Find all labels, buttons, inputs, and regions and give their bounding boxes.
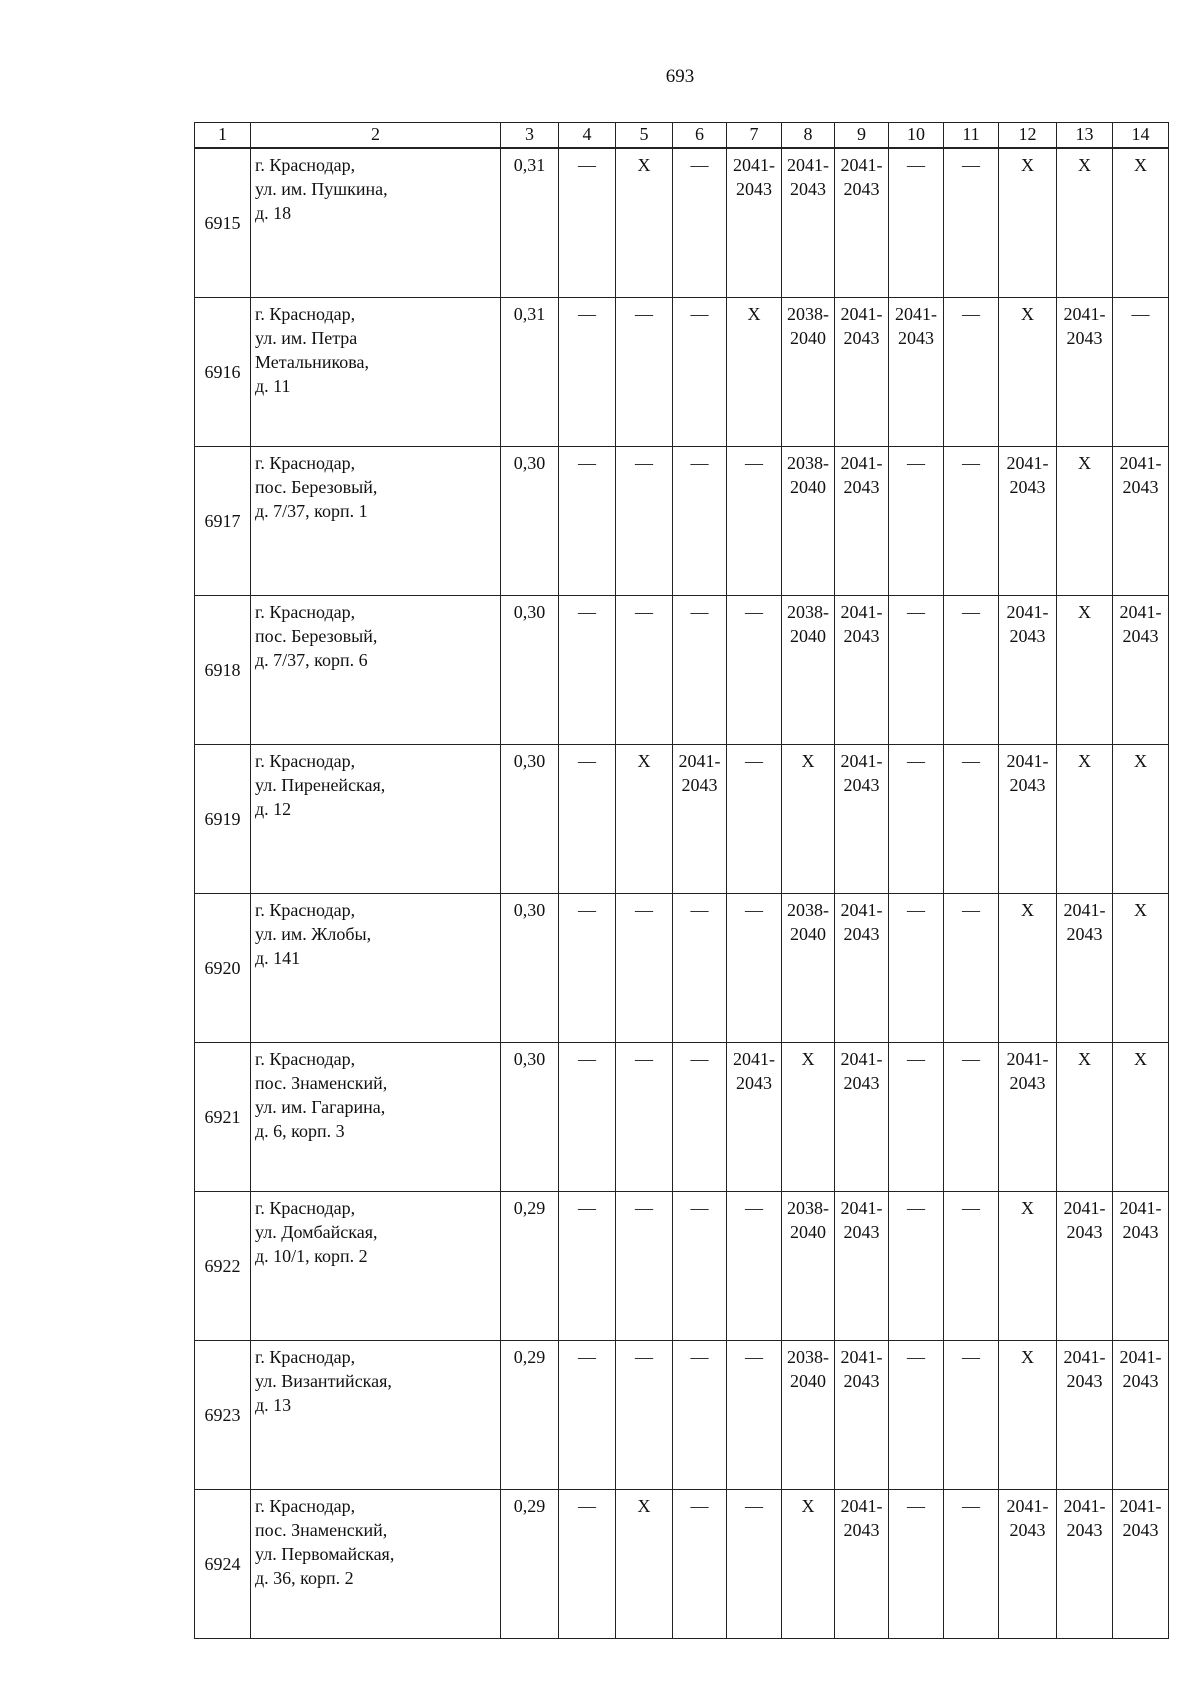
value-cell-col-10 xyxy=(889,745,944,894)
value-cell-col-9 xyxy=(835,745,889,894)
value-cell-col-11 xyxy=(944,894,999,1043)
value-cell-col-5 xyxy=(616,894,673,1043)
value-text: — xyxy=(578,602,596,622)
value-text: — xyxy=(690,1049,709,1069)
value-cell-col-9 xyxy=(835,1490,889,1639)
value-text: 2041- 2043 xyxy=(840,900,883,944)
value-text: — xyxy=(907,751,925,771)
address-text: г. Краснодар, пос. Знаменский, ул. им. Гагарина, д. 6, корп. 3 xyxy=(255,1049,388,1141)
value-cell-col-14 xyxy=(1113,447,1169,596)
value-cell-col-11 xyxy=(944,1341,999,1490)
value-text: 2038- 2040 xyxy=(787,453,829,497)
value-text: 2041- 2043 xyxy=(840,1198,883,1242)
value-text: X xyxy=(1078,453,1091,473)
value-text: 2041- 2043 xyxy=(840,155,883,199)
value-cell-col-12 xyxy=(999,894,1057,1043)
value-cell-col-10 xyxy=(889,1043,944,1192)
value-cell-col-4 xyxy=(559,447,616,596)
value-text: — xyxy=(907,453,925,473)
value-text: 0,29 xyxy=(513,1347,546,1367)
value-cell-col-4 xyxy=(559,596,616,745)
value-cell-col-6 xyxy=(673,1192,727,1341)
value-text: 2041- 2043 xyxy=(1006,1496,1049,1540)
value-text: — xyxy=(690,1347,709,1367)
value-text: X xyxy=(801,1496,815,1516)
value-cell-col-6 xyxy=(673,596,727,745)
page-number: 693 xyxy=(665,66,695,87)
value-cell-col-12 xyxy=(999,148,1057,298)
value-cell-col-8 xyxy=(782,745,835,894)
value-cell-col-7 xyxy=(727,745,782,894)
value-text: — xyxy=(690,304,709,324)
value-cell-col-13 xyxy=(1057,298,1113,447)
address-cell xyxy=(251,596,501,745)
column-header-2: 2 xyxy=(251,123,501,149)
value-cell-col-3 xyxy=(501,596,559,745)
row-number: 6923 xyxy=(195,1341,251,1490)
value-text: — xyxy=(962,1198,980,1218)
value-text: X xyxy=(1134,1049,1147,1069)
value-text: — xyxy=(635,602,653,622)
address-text: г. Краснодар, ул. им. Петра Метальникова, д. 11 xyxy=(255,304,370,396)
value-cell-col-6 xyxy=(673,1043,727,1192)
address-cell xyxy=(251,1192,501,1341)
value-text: 2041- 2043 xyxy=(1119,453,1162,497)
value-cell-col-10 xyxy=(889,1341,944,1490)
value-text: 2041- 2043 xyxy=(895,304,937,348)
value-text: 2041- 2043 xyxy=(1119,1198,1162,1242)
value-cell-col-6 xyxy=(673,447,727,596)
value-text: — xyxy=(690,453,709,473)
value-cell-col-7 xyxy=(727,894,782,1043)
value-text: — xyxy=(962,1049,980,1069)
value-cell-col-3 xyxy=(501,1341,559,1490)
table-row xyxy=(195,298,1169,447)
value-cell-col-12 xyxy=(999,298,1057,447)
value-cell-col-13 xyxy=(1057,1490,1113,1639)
value-text: 0,30 xyxy=(513,751,546,771)
value-cell-col-8 xyxy=(782,1192,835,1341)
value-text: 0,30 xyxy=(513,1049,546,1069)
row-number: 6924 xyxy=(195,1490,251,1639)
value-text: 2041- 2043 xyxy=(1006,453,1049,497)
value-text: X xyxy=(747,304,761,324)
value-text: 2038- 2040 xyxy=(787,900,829,944)
value-cell-col-5 xyxy=(616,148,673,298)
value-cell-col-12 xyxy=(999,745,1057,894)
value-text: — xyxy=(578,1496,596,1516)
value-cell-col-9 xyxy=(835,447,889,596)
table-row xyxy=(195,1490,1169,1639)
value-text: — xyxy=(907,1496,925,1516)
value-cell-col-9 xyxy=(835,148,889,298)
value-cell-col-4 xyxy=(559,298,616,447)
value-cell-col-10 xyxy=(889,1192,944,1341)
value-text: — xyxy=(745,1347,763,1367)
value-cell-col-3 xyxy=(501,1192,559,1341)
value-cell-col-5 xyxy=(616,298,673,447)
value-text: 0,29 xyxy=(513,1198,546,1218)
value-cell-col-14 xyxy=(1113,1490,1169,1639)
value-text: X xyxy=(1134,900,1147,920)
address-text: г. Краснодар, пос. Березовый, д. 7/37, корп. 6 xyxy=(255,602,378,670)
value-cell-col-12 xyxy=(999,1192,1057,1341)
row-number: 6922 xyxy=(195,1192,251,1341)
value-text: 2038- 2040 xyxy=(787,1347,829,1391)
address-text: г. Краснодар, ул. Домбайская, д. 10/1, корп. 2 xyxy=(255,1198,378,1266)
value-cell-col-11 xyxy=(944,148,999,298)
value-text: — xyxy=(635,453,653,473)
column-header-14: 14 xyxy=(1113,123,1169,149)
value-cell-col-5 xyxy=(616,1490,673,1639)
value-cell-col-5 xyxy=(616,447,673,596)
value-text: — xyxy=(635,1347,653,1367)
value-cell-col-12 xyxy=(999,1341,1057,1490)
row-number: 6916 xyxy=(195,298,251,447)
value-cell-col-14 xyxy=(1113,745,1169,894)
value-cell-col-8 xyxy=(782,447,835,596)
value-cell-col-8 xyxy=(782,596,835,745)
value-cell-col-12 xyxy=(999,596,1057,745)
value-cell-col-3 xyxy=(501,447,559,596)
value-cell-col-10 xyxy=(889,298,944,447)
address-cell xyxy=(251,298,501,447)
value-cell-col-4 xyxy=(559,148,616,298)
value-cell-col-14 xyxy=(1113,894,1169,1043)
header-row xyxy=(195,123,1169,149)
value-cell-col-12 xyxy=(999,1490,1057,1639)
value-text: 0,31 xyxy=(513,155,546,175)
value-text: X xyxy=(1021,900,1034,920)
column-header-1: 1 xyxy=(195,123,251,149)
value-text: — xyxy=(690,900,709,920)
value-cell-col-10 xyxy=(889,596,944,745)
value-cell-col-6 xyxy=(673,745,727,894)
value-text: 2038- 2040 xyxy=(787,304,829,348)
value-text: — xyxy=(962,751,980,771)
value-text: — xyxy=(578,304,596,324)
value-cell-col-9 xyxy=(835,894,889,1043)
address-cell xyxy=(251,1490,501,1639)
value-text: 2041- 2043 xyxy=(733,155,775,199)
value-text: X xyxy=(1021,1347,1034,1367)
value-text: 2041- 2043 xyxy=(1063,1347,1106,1391)
value-cell-col-4 xyxy=(559,745,616,894)
value-text: — xyxy=(907,1198,925,1218)
value-text: — xyxy=(907,1049,925,1069)
value-text: — xyxy=(962,304,980,324)
value-text: — xyxy=(962,1347,980,1367)
value-text: X xyxy=(801,1049,815,1069)
value-text: — xyxy=(635,304,653,324)
value-text: X xyxy=(1021,1198,1034,1218)
value-text: — xyxy=(745,1496,763,1516)
value-text: — xyxy=(962,453,980,473)
value-cell-col-11 xyxy=(944,298,999,447)
value-cell-col-10 xyxy=(889,447,944,596)
value-cell-col-9 xyxy=(835,1043,889,1192)
value-cell-col-13 xyxy=(1057,1043,1113,1192)
value-text: 2041- 2043 xyxy=(1063,1198,1106,1242)
value-text: 2038- 2040 xyxy=(787,602,829,646)
value-text: — xyxy=(907,602,925,622)
value-text: — xyxy=(745,1198,763,1218)
value-text: 2041- 2043 xyxy=(840,751,883,795)
value-text: — xyxy=(690,155,709,175)
address-cell xyxy=(251,148,501,298)
value-text: — xyxy=(578,751,596,771)
value-text: X xyxy=(637,1496,651,1516)
column-header-11: 11 xyxy=(944,123,999,149)
value-text: — xyxy=(578,900,596,920)
column-header-7: 7 xyxy=(727,123,782,149)
value-text: — xyxy=(578,1049,596,1069)
value-text: — xyxy=(962,900,980,920)
table-row xyxy=(195,1043,1169,1192)
value-text: 0,30 xyxy=(513,453,546,473)
value-text: 2041- 2043 xyxy=(733,1049,775,1093)
value-cell-col-9 xyxy=(835,596,889,745)
value-cell-col-11 xyxy=(944,1192,999,1341)
value-text: — xyxy=(690,1198,709,1218)
value-text: — xyxy=(962,155,980,175)
value-text: — xyxy=(578,1198,596,1218)
value-text: 0,31 xyxy=(513,304,546,324)
value-cell-col-13 xyxy=(1057,894,1113,1043)
value-text: 2041- 2043 xyxy=(840,304,883,348)
value-cell-col-8 xyxy=(782,1341,835,1490)
value-text: X xyxy=(637,155,651,175)
value-cell-col-7 xyxy=(727,1043,782,1192)
value-cell-col-4 xyxy=(559,1341,616,1490)
address-text: г. Краснодар, пос. Березовый, д. 7/37, корп. 1 xyxy=(255,453,378,521)
housing-register-table xyxy=(194,122,1169,1639)
value-cell-col-13 xyxy=(1057,1192,1113,1341)
value-text: 2041- 2043 xyxy=(840,1496,883,1540)
row-number: 6919 xyxy=(195,745,251,894)
value-text: 2041- 2043 xyxy=(1006,1049,1049,1093)
address-text: г. Краснодар, ул. им. Пушкина, д. 18 xyxy=(255,155,388,223)
table-row xyxy=(195,596,1169,745)
value-cell-col-3 xyxy=(501,148,559,298)
value-text: — xyxy=(745,453,763,473)
table-row xyxy=(195,1192,1169,1341)
value-text: 0,30 xyxy=(513,602,546,622)
value-cell-col-8 xyxy=(782,298,835,447)
value-cell-col-7 xyxy=(727,596,782,745)
value-text: X xyxy=(1021,155,1034,175)
value-cell-col-8 xyxy=(782,894,835,1043)
value-cell-col-8 xyxy=(782,1490,835,1639)
value-cell-col-14 xyxy=(1113,1341,1169,1490)
table-row xyxy=(195,894,1169,1043)
value-text: X xyxy=(637,751,651,771)
table-body xyxy=(195,123,1169,1639)
value-text: 2041- 2043 xyxy=(787,155,829,199)
value-cell-col-9 xyxy=(835,1341,889,1490)
value-cell-col-3 xyxy=(501,745,559,894)
column-header-5: 5 xyxy=(616,123,673,149)
value-text: 2041- 2043 xyxy=(840,1347,883,1391)
value-text: — xyxy=(690,602,709,622)
value-text: 2041- 2043 xyxy=(1063,1496,1106,1540)
value-cell-col-6 xyxy=(673,1341,727,1490)
address-cell xyxy=(251,1341,501,1490)
value-text: 2041- 2043 xyxy=(1119,1347,1162,1391)
value-cell-col-6 xyxy=(673,894,727,1043)
value-text: — xyxy=(635,1049,653,1069)
value-cell-col-14 xyxy=(1113,596,1169,745)
column-header-12: 12 xyxy=(999,123,1057,149)
table-row xyxy=(195,745,1169,894)
value-cell-col-7 xyxy=(727,1192,782,1341)
value-cell-col-11 xyxy=(944,1043,999,1192)
value-cell-col-3 xyxy=(501,1490,559,1639)
table-row xyxy=(195,1341,1169,1490)
value-text: — xyxy=(635,1198,653,1218)
value-cell-col-11 xyxy=(944,447,999,596)
value-cell-col-7 xyxy=(727,148,782,298)
value-cell-col-14 xyxy=(1113,298,1169,447)
address-cell xyxy=(251,745,501,894)
value-cell-col-12 xyxy=(999,1043,1057,1192)
address-cell xyxy=(251,1043,501,1192)
value-cell-col-5 xyxy=(616,1043,673,1192)
value-text: — xyxy=(745,602,763,622)
value-cell-col-11 xyxy=(944,1490,999,1639)
value-text: — xyxy=(578,1347,596,1367)
value-cell-col-5 xyxy=(616,745,673,894)
value-cell-col-3 xyxy=(501,1043,559,1192)
value-text: 2041- 2043 xyxy=(1006,602,1049,646)
value-cell-col-6 xyxy=(673,148,727,298)
value-cell-col-11 xyxy=(944,596,999,745)
value-text: X xyxy=(1021,304,1034,324)
value-text: X xyxy=(1078,155,1091,175)
value-text: — xyxy=(635,900,653,920)
value-text: X xyxy=(1078,751,1091,771)
value-cell-col-7 xyxy=(727,1490,782,1639)
value-text: 2038- 2040 xyxy=(787,1198,829,1242)
value-text: — xyxy=(690,1496,709,1516)
value-cell-col-13 xyxy=(1057,745,1113,894)
value-text: 2041- 2043 xyxy=(1063,304,1106,348)
value-cell-col-9 xyxy=(835,1192,889,1341)
value-cell-col-11 xyxy=(944,745,999,894)
value-text: X xyxy=(1134,155,1147,175)
value-text: 2041- 2043 xyxy=(1119,1496,1162,1540)
value-text: X xyxy=(1078,602,1091,622)
address-text: г. Краснодар, ул. им. Жлобы, д. 141 xyxy=(255,900,372,968)
value-cell-col-4 xyxy=(559,894,616,1043)
value-text: — xyxy=(962,602,980,622)
value-text: X xyxy=(801,751,815,771)
value-text: — xyxy=(1131,304,1150,324)
column-header-13: 13 xyxy=(1057,123,1113,149)
address-cell xyxy=(251,894,501,1043)
value-cell-col-6 xyxy=(673,1490,727,1639)
value-cell-col-7 xyxy=(727,447,782,596)
value-text: X xyxy=(1078,1049,1091,1069)
value-text: 2041- 2043 xyxy=(840,453,883,497)
value-text: 0,29 xyxy=(513,1496,546,1516)
address-cell xyxy=(251,447,501,596)
address-text: г. Краснодар, ул. Византийская, д. 13 xyxy=(255,1347,392,1415)
value-text: 2041- 2043 xyxy=(678,751,721,795)
value-cell-col-3 xyxy=(501,298,559,447)
value-text: 2041- 2043 xyxy=(1063,900,1106,944)
value-cell-col-13 xyxy=(1057,1341,1113,1490)
value-cell-col-5 xyxy=(616,1341,673,1490)
column-header-3: 3 xyxy=(501,123,559,149)
address-text: г. Краснодар, ул. Пиренейская, д. 12 xyxy=(255,751,386,819)
value-cell-col-10 xyxy=(889,148,944,298)
value-text: — xyxy=(745,900,763,920)
value-cell-col-5 xyxy=(616,1192,673,1341)
value-cell-col-4 xyxy=(559,1192,616,1341)
row-number: 6918 xyxy=(195,596,251,745)
value-cell-col-8 xyxy=(782,1043,835,1192)
value-text: 2041- 2043 xyxy=(1119,602,1162,646)
value-cell-col-7 xyxy=(727,1341,782,1490)
value-text: — xyxy=(907,900,925,920)
value-cell-col-13 xyxy=(1057,447,1113,596)
value-cell-col-3 xyxy=(501,894,559,1043)
value-text: — xyxy=(907,155,925,175)
value-cell-col-14 xyxy=(1113,1192,1169,1341)
row-number: 6921 xyxy=(195,1043,251,1192)
value-cell-col-14 xyxy=(1113,148,1169,298)
value-text: 2041- 2043 xyxy=(840,602,883,646)
value-text: X xyxy=(1134,751,1147,771)
value-cell-col-9 xyxy=(835,298,889,447)
value-cell-col-4 xyxy=(559,1490,616,1639)
column-header-10: 10 xyxy=(889,123,944,149)
column-header-9: 9 xyxy=(835,123,889,149)
value-cell-col-4 xyxy=(559,1043,616,1192)
value-text: — xyxy=(907,1347,925,1367)
row-number: 6915 xyxy=(195,148,251,298)
value-text: — xyxy=(962,1496,980,1516)
row-number: 6917 xyxy=(195,447,251,596)
row-number: 6920 xyxy=(195,894,251,1043)
value-text: — xyxy=(578,453,596,473)
value-cell-col-10 xyxy=(889,894,944,1043)
value-cell-col-13 xyxy=(1057,596,1113,745)
value-cell-col-12 xyxy=(999,447,1057,596)
table-row xyxy=(195,447,1169,596)
value-text: — xyxy=(745,751,763,771)
value-cell-col-8 xyxy=(782,148,835,298)
column-header-6: 6 xyxy=(673,123,727,149)
column-header-4: 4 xyxy=(559,123,616,149)
value-cell-col-7 xyxy=(727,298,782,447)
value-cell-col-14 xyxy=(1113,1043,1169,1192)
value-cell-col-10 xyxy=(889,1490,944,1639)
value-cell-col-13 xyxy=(1057,148,1113,298)
value-text: 2041- 2043 xyxy=(1006,751,1049,795)
address-text: г. Краснодар, пос. Знаменский, ул. Первомайская, д. 36, корп. 2 xyxy=(255,1496,395,1588)
value-text: — xyxy=(578,155,596,175)
value-text: 0,30 xyxy=(513,900,546,920)
value-cell-col-6 xyxy=(673,298,727,447)
table-row xyxy=(195,148,1169,298)
column-header-8: 8 xyxy=(782,123,835,149)
value-cell-col-5 xyxy=(616,596,673,745)
value-text: 2041- 2043 xyxy=(840,1049,883,1093)
